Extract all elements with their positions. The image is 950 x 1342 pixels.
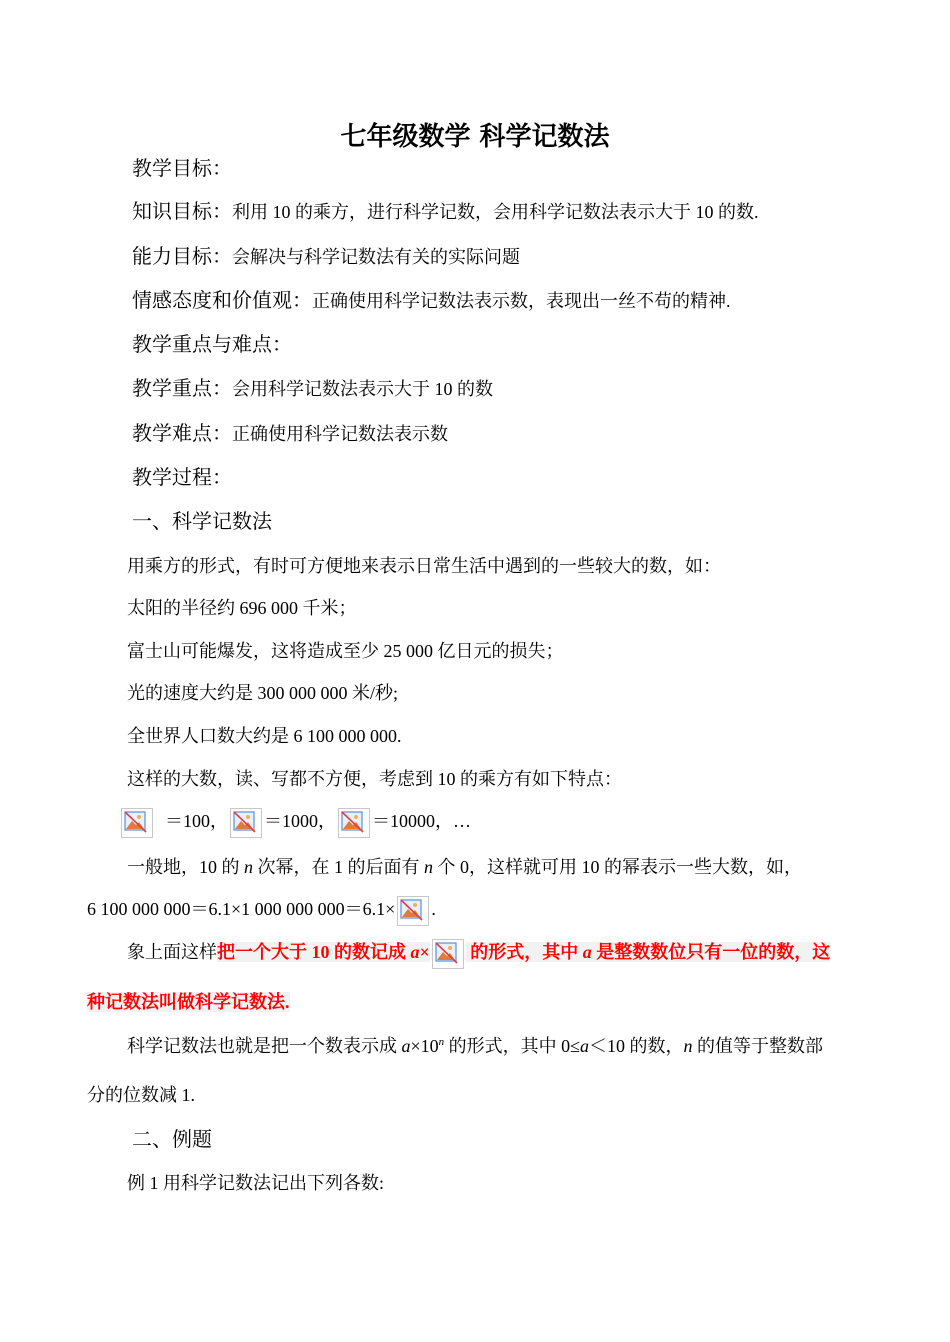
variable-n: n [244,857,253,877]
emphasis-text: 是整数数位只有一位的数，这 [591,942,831,962]
text-segment: 次幂，在 1 的后面有 [253,857,424,877]
image-placeholder-icon [338,808,370,838]
image-placeholder-icon [432,939,464,969]
text-segment: . [431,899,436,919]
variable-a: a [410,942,420,962]
variable-a: a [582,942,592,962]
ability-goal-label: 能力目标： [132,244,232,268]
example-light-speed: 光的速度大约是 300 000 000 米/秒; [127,683,399,703]
knowledge-goal-text: 利用 10 的乘方，进行科学记数，会用科学记数法表示大于 10 的数. [232,202,759,222]
section-1-heading: 一、科学记数法 [132,509,272,533]
text-segment: 科学记数法也就是把一个数表示成 [127,1036,402,1056]
powers-of-ten-row [119,806,471,838]
image-placeholder-icon [121,808,153,838]
difficulty-point [132,420,448,447]
paragraph-population-example [87,894,436,926]
key-point [132,375,493,402]
goals-heading: 教学目标： [132,156,232,180]
text-segment: 的形式，其中 0≤ [444,1036,581,1056]
exponent-n: n [438,1036,445,1048]
key-point-label: 教学重点： [132,376,232,400]
paragraph-intro: 用乘方的形式，有时可方便地来表示日常生活中遇到的一些较大的数，如： [127,556,721,576]
attitude-goal [132,287,731,314]
example-fuji-loss: 富士山可能爆发，这将造成至少 25 000 亿日元的损失； [127,641,564,661]
section-2-heading: 二、例题 [132,1127,212,1151]
variable-n: n [424,857,433,877]
text-segment: 象上面这样 [127,942,217,962]
focus-heading: 教学重点与难点： [132,332,292,356]
text-segment: ×10 [410,1036,439,1056]
image-placeholder-icon [397,896,429,926]
emphasis-text: 的形式，其中 [465,942,583,962]
attitude-goal-text: 正确使用科学记数法表示数，表现出一丝不苟的精神. [312,291,731,311]
knowledge-goal-label: 知识目标： [132,199,232,223]
example-1: 例 1 用科学记数法记出下列各数: [127,1173,384,1193]
attitude-goal-label: 情感态度和价值观： [132,288,312,312]
difficulty-point-text: 正确使用科学记数法表示数 [232,424,448,444]
paragraph-definition-cont [87,989,290,1015]
power-eq-1000: ＝1000， [264,811,336,831]
power-eq-10000: ＝10000，… [372,811,471,831]
variable-a: a [401,1036,411,1056]
text-segment: 的值等于整数部 [692,1036,824,1056]
ability-goal-text: 会解决与科学记数法有关的实际问题 [232,247,520,267]
paragraph-general-power [127,854,802,880]
emphasis-text: 把一个大于 10 的数记成 [217,942,411,962]
variable-a: a [580,1036,590,1056]
key-point-text: 会用科学记数法表示大于 10 的数 [232,379,493,399]
emphasis-text: × [419,942,430,962]
process-heading: 教学过程： [132,465,232,489]
example-sun-radius: 太阳的半径约 696 000 千米； [127,598,357,618]
emphasis-text: 种记数法叫做科学记数法. [87,992,290,1012]
page-title: 七年级数学 科学记数法 [340,122,610,152]
text-segment: ＜10 的数， [589,1036,684,1056]
variable-n: n [683,1036,693,1056]
example-world-population: 全世界人口数大约是 6 100 000 000. [127,726,402,746]
text-segment: 6 100 000 000＝6.1×1 000 000 000＝6.1× [87,899,396,919]
image-placeholder-icon [230,808,262,838]
text-segment: 一般地，10 的 [127,857,244,877]
paragraph-powers-intro: 这样的大数，读、写都不方便，考虑到 10 的乘方有如下特点： [127,769,622,789]
knowledge-goal [132,198,759,225]
paragraph-definition [127,937,830,969]
text-segment: 个 0，这样就可用 10 的幂表示一些大数，如， [433,857,802,877]
paragraph-scientific-notation [127,1033,823,1059]
power-eq-100: ＝100， [165,811,228,831]
paragraph-scientific-notation-cont: 分的位数减 1. [87,1085,195,1105]
difficulty-point-label: 教学难点： [132,421,232,445]
ability-goal [132,243,520,270]
